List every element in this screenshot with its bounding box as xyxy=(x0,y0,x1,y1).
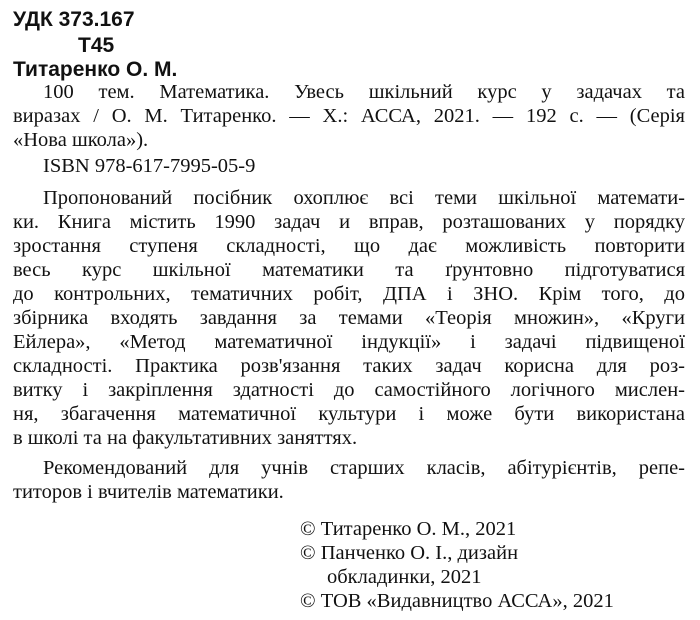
author-heading: Титаренко О. М. xyxy=(13,58,178,81)
annotation-line: ня, збагачення математичної культури і може бути використана xyxy=(13,403,685,425)
annotation-line: весь курс шкільної математики та ґрунтовно підготуватися xyxy=(13,259,685,281)
copyright-line: © ТОВ «Видавництво АССА», 2021 xyxy=(300,590,614,612)
isbn: ISBN 978-617-7995-05-9 xyxy=(43,155,256,177)
copyright-line: © Титаренко О. М., 2021 xyxy=(300,518,517,540)
recommendation-line: титоров і вчителів математики. xyxy=(13,481,284,503)
udc-code: УДК 373.167 xyxy=(13,8,135,31)
annotation-line: Пропонований посібник охоплює всі теми шкільної математи- xyxy=(43,187,685,209)
bibliographic-line: 100 тем. Математика. Увесь шкільний курс у задачах та xyxy=(43,81,685,103)
bbk-code: Т45 xyxy=(78,34,115,57)
annotation-line: зростання ступеня складності, що дає можливість повторити xyxy=(13,235,685,257)
annotation-line: складності. Практика розв'язання таких задач корисна для роз- xyxy=(13,355,685,377)
bibliographic-line: «Нова школа»). xyxy=(13,129,149,151)
recommendation-line: Рекомендований для учнів старших класів, абітурієнтів, репе- xyxy=(43,457,685,479)
annotation-line: до контрольних, тематичних робіт, ДПА і ЗНО. Крім того, до xyxy=(13,283,685,305)
copyright-line: обкладинки, 2021 xyxy=(327,566,482,588)
annotation-line: ки. Книга містить 1990 задач и вправ, розташованих у порядку xyxy=(13,211,685,233)
copyright-line: © Панченко О. І., дизайн xyxy=(300,542,519,564)
annotation-line: збірника входять завдання за темами «Теорія множин», «Круги xyxy=(13,307,685,329)
bibliographic-line: виразах / О. М. Титаренко. — Х.: АССА, 2021. — 192 с. — (Серія xyxy=(13,105,685,127)
annotation-line: витку і закріплення здатності до самостійного логічного мислен- xyxy=(13,379,685,401)
annotation-line: Ейлера», «Метод математичної індукції» і задачі підвищеної xyxy=(13,331,685,353)
annotation-line: в школі та на факультативних заняттях. xyxy=(13,427,358,449)
